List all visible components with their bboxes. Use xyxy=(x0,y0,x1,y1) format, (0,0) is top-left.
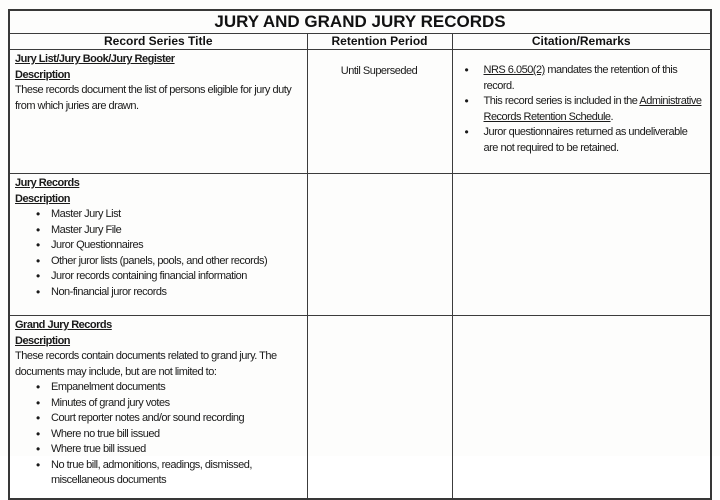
record-types-list xyxy=(15,380,301,489)
record-series-cell xyxy=(9,174,307,316)
column-header-row xyxy=(9,34,711,50)
list-item: • Non-financial juror records xyxy=(15,285,301,301)
citation-reference: Administrative Records Retention Schedule xyxy=(483,95,702,123)
citation-remarks-cell xyxy=(452,174,711,316)
list-item: • Master Jury List xyxy=(15,207,301,223)
list-item: • Master Jury File xyxy=(15,223,301,239)
citation-remarks-cell xyxy=(452,50,711,174)
list-item: • Court reporter notes and/or sound recording xyxy=(15,411,301,427)
table-row-grand-jury-records xyxy=(9,316,711,500)
record-series-title: Grand Jury Records xyxy=(15,319,112,331)
column-header-retention-period: Retention Period xyxy=(307,34,452,50)
description-text: These records contain documents related to grand jury. The documents may include, but are not limited to: xyxy=(15,350,277,378)
column-header-record-series-title: Record Series Title xyxy=(9,34,307,50)
list-item: • Other juror lists (panels, pools, and other records) xyxy=(15,254,301,270)
column-header-citation-remarks: Citation/Remarks xyxy=(452,34,711,50)
citation-text: Juror questionnaires returned as undeliverable are not required to be retained. xyxy=(483,126,688,154)
list-item: • Juror records containing financial information xyxy=(15,269,301,285)
retention-period-cell xyxy=(307,174,452,316)
list-item: • Empanelment documents xyxy=(15,380,301,396)
retention-period-cell xyxy=(307,50,452,174)
record-series-title: Jury Records xyxy=(15,177,80,189)
record-types-list xyxy=(15,207,301,300)
citation-text: This record series is included in the xyxy=(483,95,640,107)
retention-period-cell xyxy=(307,316,452,500)
record-series-cell xyxy=(9,50,307,174)
table-row-jury-records xyxy=(9,174,711,316)
list-item: • Where no true bill issued xyxy=(15,427,301,443)
citation-text: . xyxy=(610,110,614,123)
list-item: • Where true bill issued xyxy=(15,442,301,458)
description-label: Description xyxy=(15,192,71,205)
title-row xyxy=(9,10,711,34)
page-title: JURY AND GRAND JURY RECORDS xyxy=(9,10,711,34)
record-series-title: Jury List/Jury Book/Jury Register xyxy=(15,53,175,65)
description-text: These records document the list of persons eligible for jury duty from which juries are drawn. xyxy=(15,84,292,112)
retention-period-value: Until Superseded xyxy=(340,65,418,77)
list-item: • No true bill, admonitions, readings, dismissed, miscellaneous documents xyxy=(15,458,301,489)
citation-text: mandates the retention of this record. xyxy=(483,64,678,92)
jury-records-table xyxy=(8,9,712,500)
record-series-cell xyxy=(9,316,307,500)
citation-item xyxy=(456,125,705,156)
citation-item xyxy=(456,94,705,125)
table-row-jury-list xyxy=(9,50,711,174)
citation-remarks-cell xyxy=(452,316,711,500)
citation-list xyxy=(456,63,705,156)
list-item: • Juror Questionnaires xyxy=(15,238,301,254)
description-label: Description xyxy=(15,334,71,347)
citation-reference: NRS 6.050(2) xyxy=(483,64,545,76)
citation-item xyxy=(456,63,705,94)
list-item: • Minutes of grand jury votes xyxy=(15,396,301,412)
description-label: Description xyxy=(15,68,71,81)
